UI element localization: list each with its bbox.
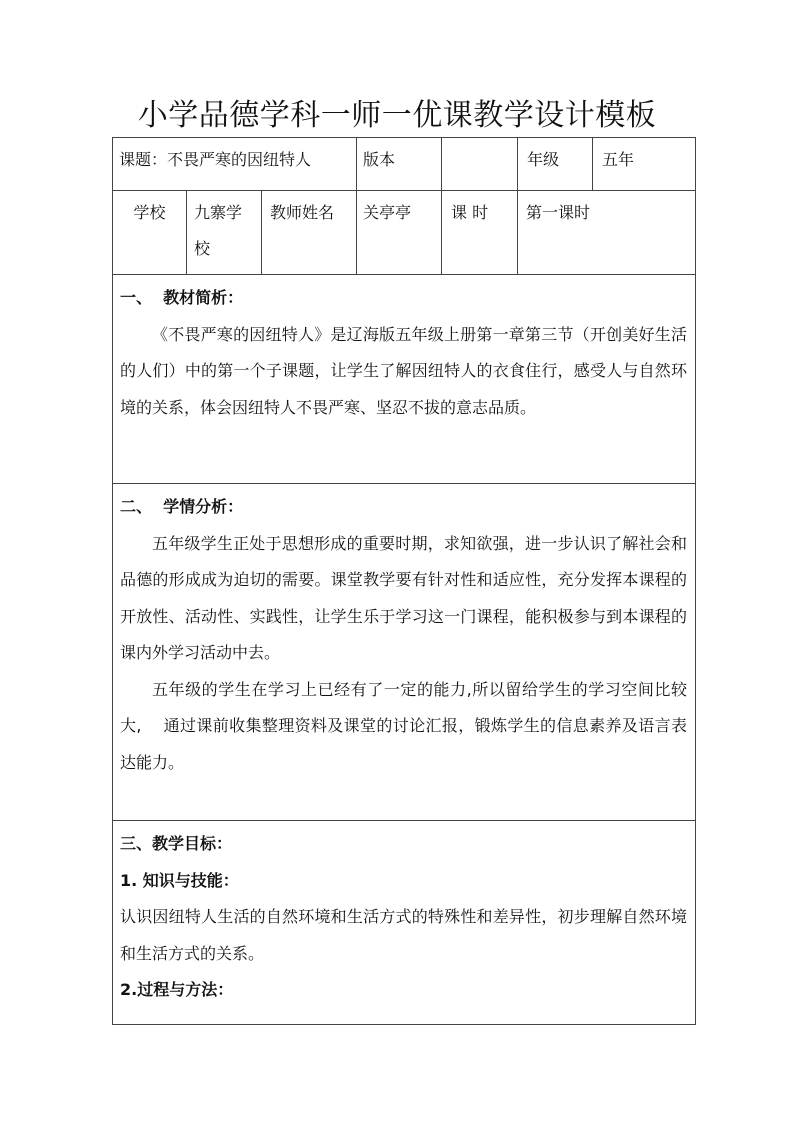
section-heading: 三、教学目标： bbox=[120, 834, 233, 853]
school-value-cell: 九寨学校 bbox=[187, 191, 262, 274]
topic-cell: 课题：不畏严寒的因纽特人 bbox=[113, 138, 357, 190]
edition-value-cell bbox=[442, 138, 518, 190]
section-teaching-objectives bbox=[113, 821, 695, 1024]
section-student-analysis bbox=[113, 484, 695, 821]
header-row-1 bbox=[113, 138, 695, 191]
subsection-text-knowledge-skills: 认识因纽特人生活的自然环境和生活方式的特殊性和差异性，初步理解自然环境和生活方式的关系。 bbox=[120, 907, 687, 963]
period-label-cell: 课 时 bbox=[442, 191, 518, 274]
section-paragraph: 《不畏严寒的因纽特人》是辽海版五年级上册第一章第三节（开创美好生活的人们）中的第一个子课题，让学生了解因纽特人的衣食住行，感受人与自然环境的关系，体会因纽特人不畏严寒、坚忍不拔的意志品质。 bbox=[120, 324, 687, 417]
grade-value-cell: 五年 bbox=[602, 150, 635, 169]
section-paragraph: 五年级学生正处于思想形成的重要时期，求知欲强，进一步认识了解社会和品德的形成成为迫切的需要。课堂教学要有针对性和适应性，充分发挥本课程的开放性、活动性、实践性，让学生乐于学习这一门课程，能积极参与到本课程的课内外学习活动中去。 bbox=[120, 533, 687, 662]
lesson-plan-table bbox=[112, 137, 696, 1025]
subsection-heading-knowledge-skills: 1. 知识与技能： bbox=[120, 870, 239, 890]
teacher-label-cell: 教师姓名 bbox=[262, 191, 357, 274]
subsection-heading-process-method: 2.过程与方法： bbox=[120, 980, 234, 999]
header-row-2 bbox=[113, 191, 695, 275]
section-heading: 一、 教材简析： bbox=[120, 288, 244, 307]
school-label-cell: 学校 bbox=[113, 191, 187, 274]
document-title: 小学品德学科一师一优课教学设计模板 bbox=[137, 98, 657, 133]
section-paragraph: 五年级的学生在学习上已经有了一定的能力,所以留给学生的学习空间比较大, 通过课前收集整理资料及课堂的讨论汇报，锻炼学生的信息素养及语言表达能力。 bbox=[120, 679, 687, 772]
period-value-cell: 第一课时 bbox=[526, 203, 591, 222]
section-textbook-analysis bbox=[113, 275, 695, 484]
grade-label-cell: 年级 bbox=[518, 138, 593, 190]
edition-label-cell: 版本 bbox=[357, 138, 442, 190]
section-heading: 二、 学情分析： bbox=[120, 497, 244, 516]
teacher-value-cell: 关亭亭 bbox=[357, 191, 442, 274]
